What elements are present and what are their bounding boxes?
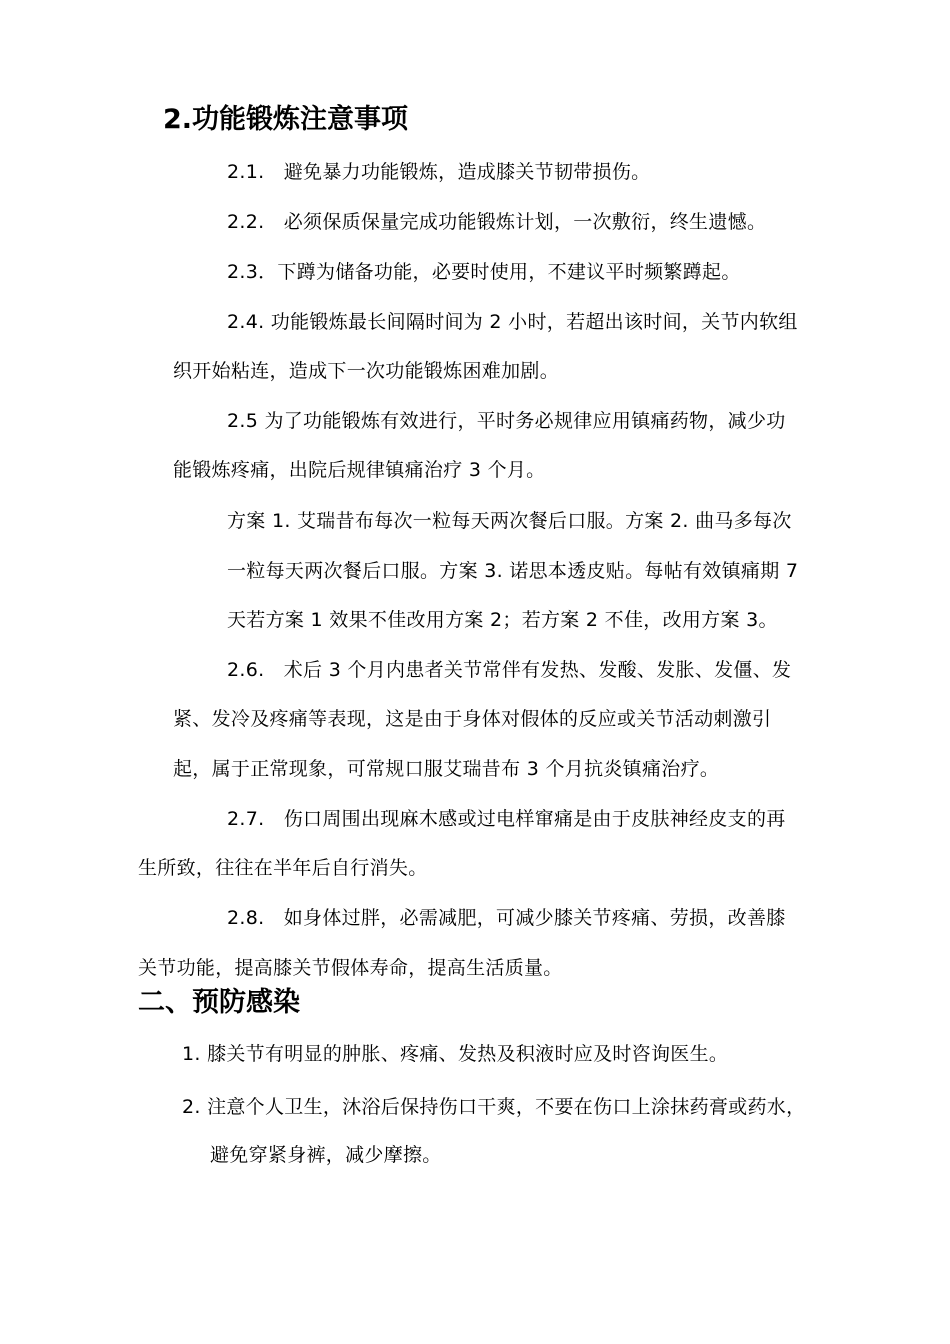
item-2-4-line2: 织开始粘连，造成下一次功能锻炼困难加剧。 xyxy=(173,360,560,382)
item-2-6-line2: 紧、发冷及疼痛等表现，这是由于身体对假体的反应或关节活动刺激引 xyxy=(173,708,772,730)
infection-item-2-line1: 2. 注意个人卫生，沐浴后保持伤口干爽，不要在伤口上涂抹药膏或药水， xyxy=(182,1096,806,1118)
plan-line3: 天若方案 1 效果不佳改用方案 2；若方案 2 不佳，改用方案 3。 xyxy=(227,609,778,631)
plan-line1: 方案 1. 艾瑞昔布每次一粒每天两次餐后口服。方案 2. 曲马多每次 xyxy=(227,510,792,532)
item-2-7-line2: 生所致，往往在半年后自行消失。 xyxy=(138,857,428,879)
item-2-8-line2: 关节功能，提高膝关节假体寿命，提高生活质量。 xyxy=(138,957,563,979)
item-2-2: 2.2. 必须保质保量完成功能锻炼计划，一次敷衍，终生遗憾。 xyxy=(227,211,767,233)
item-2-1: 2.1. 避免暴力功能锻炼，造成膝关节韧带损伤。 xyxy=(227,161,651,183)
item-2-4-line1: 2.4. 功能锻炼最长间隔时间为 2 小时，若超出该时间，关节内软组 xyxy=(227,311,798,333)
plan-line2: 一粒每天两次餐后口服。方案 3. 诺思本透皮贴。每帖有效镇痛期 7 xyxy=(227,560,799,582)
infection-heading: 二、预防感染 xyxy=(138,987,300,1018)
item-2-6-line1: 2.6. 术后 3 个月内患者关节常伴有发热、发酸、发胀、发僵、发 xyxy=(227,659,792,681)
item-2-5-line1: 2.5 为了功能锻炼有效进行，平时务必规律应用镇痛药物，减少功 xyxy=(227,410,786,432)
item-2-5-line2: 能锻炼疼痛，出院后规律镇痛治疗 3 个月。 xyxy=(173,459,546,481)
infection-item-2-line2: 避免穿紧身裤，减少摩擦。 xyxy=(210,1144,442,1166)
item-2-8-line1: 2.8. 如身体过胖，必需减肥，可减少膝关节疼痛、劳损，改善膝 xyxy=(227,907,786,929)
item-2-7-line1: 2.7. 伤口周围出现麻木感或过电样窜痛是由于皮肤神经皮支的再 xyxy=(227,808,786,830)
item-2-6-line3: 起，属于正常现象，可常规口服艾瑞昔布 3 个月抗炎镇痛治疗。 xyxy=(173,758,720,780)
item-2-3: 2.3．下蹲为储备功能，必要时使用，不建议平时频繁蹲起。 xyxy=(227,261,741,283)
section2-heading: 2.功能锻炼注意事项 xyxy=(163,104,409,135)
infection-item-1: 1. 膝关节有明显的肿胀、疼痛、发热及积液时应及时咨询医生。 xyxy=(182,1043,729,1065)
